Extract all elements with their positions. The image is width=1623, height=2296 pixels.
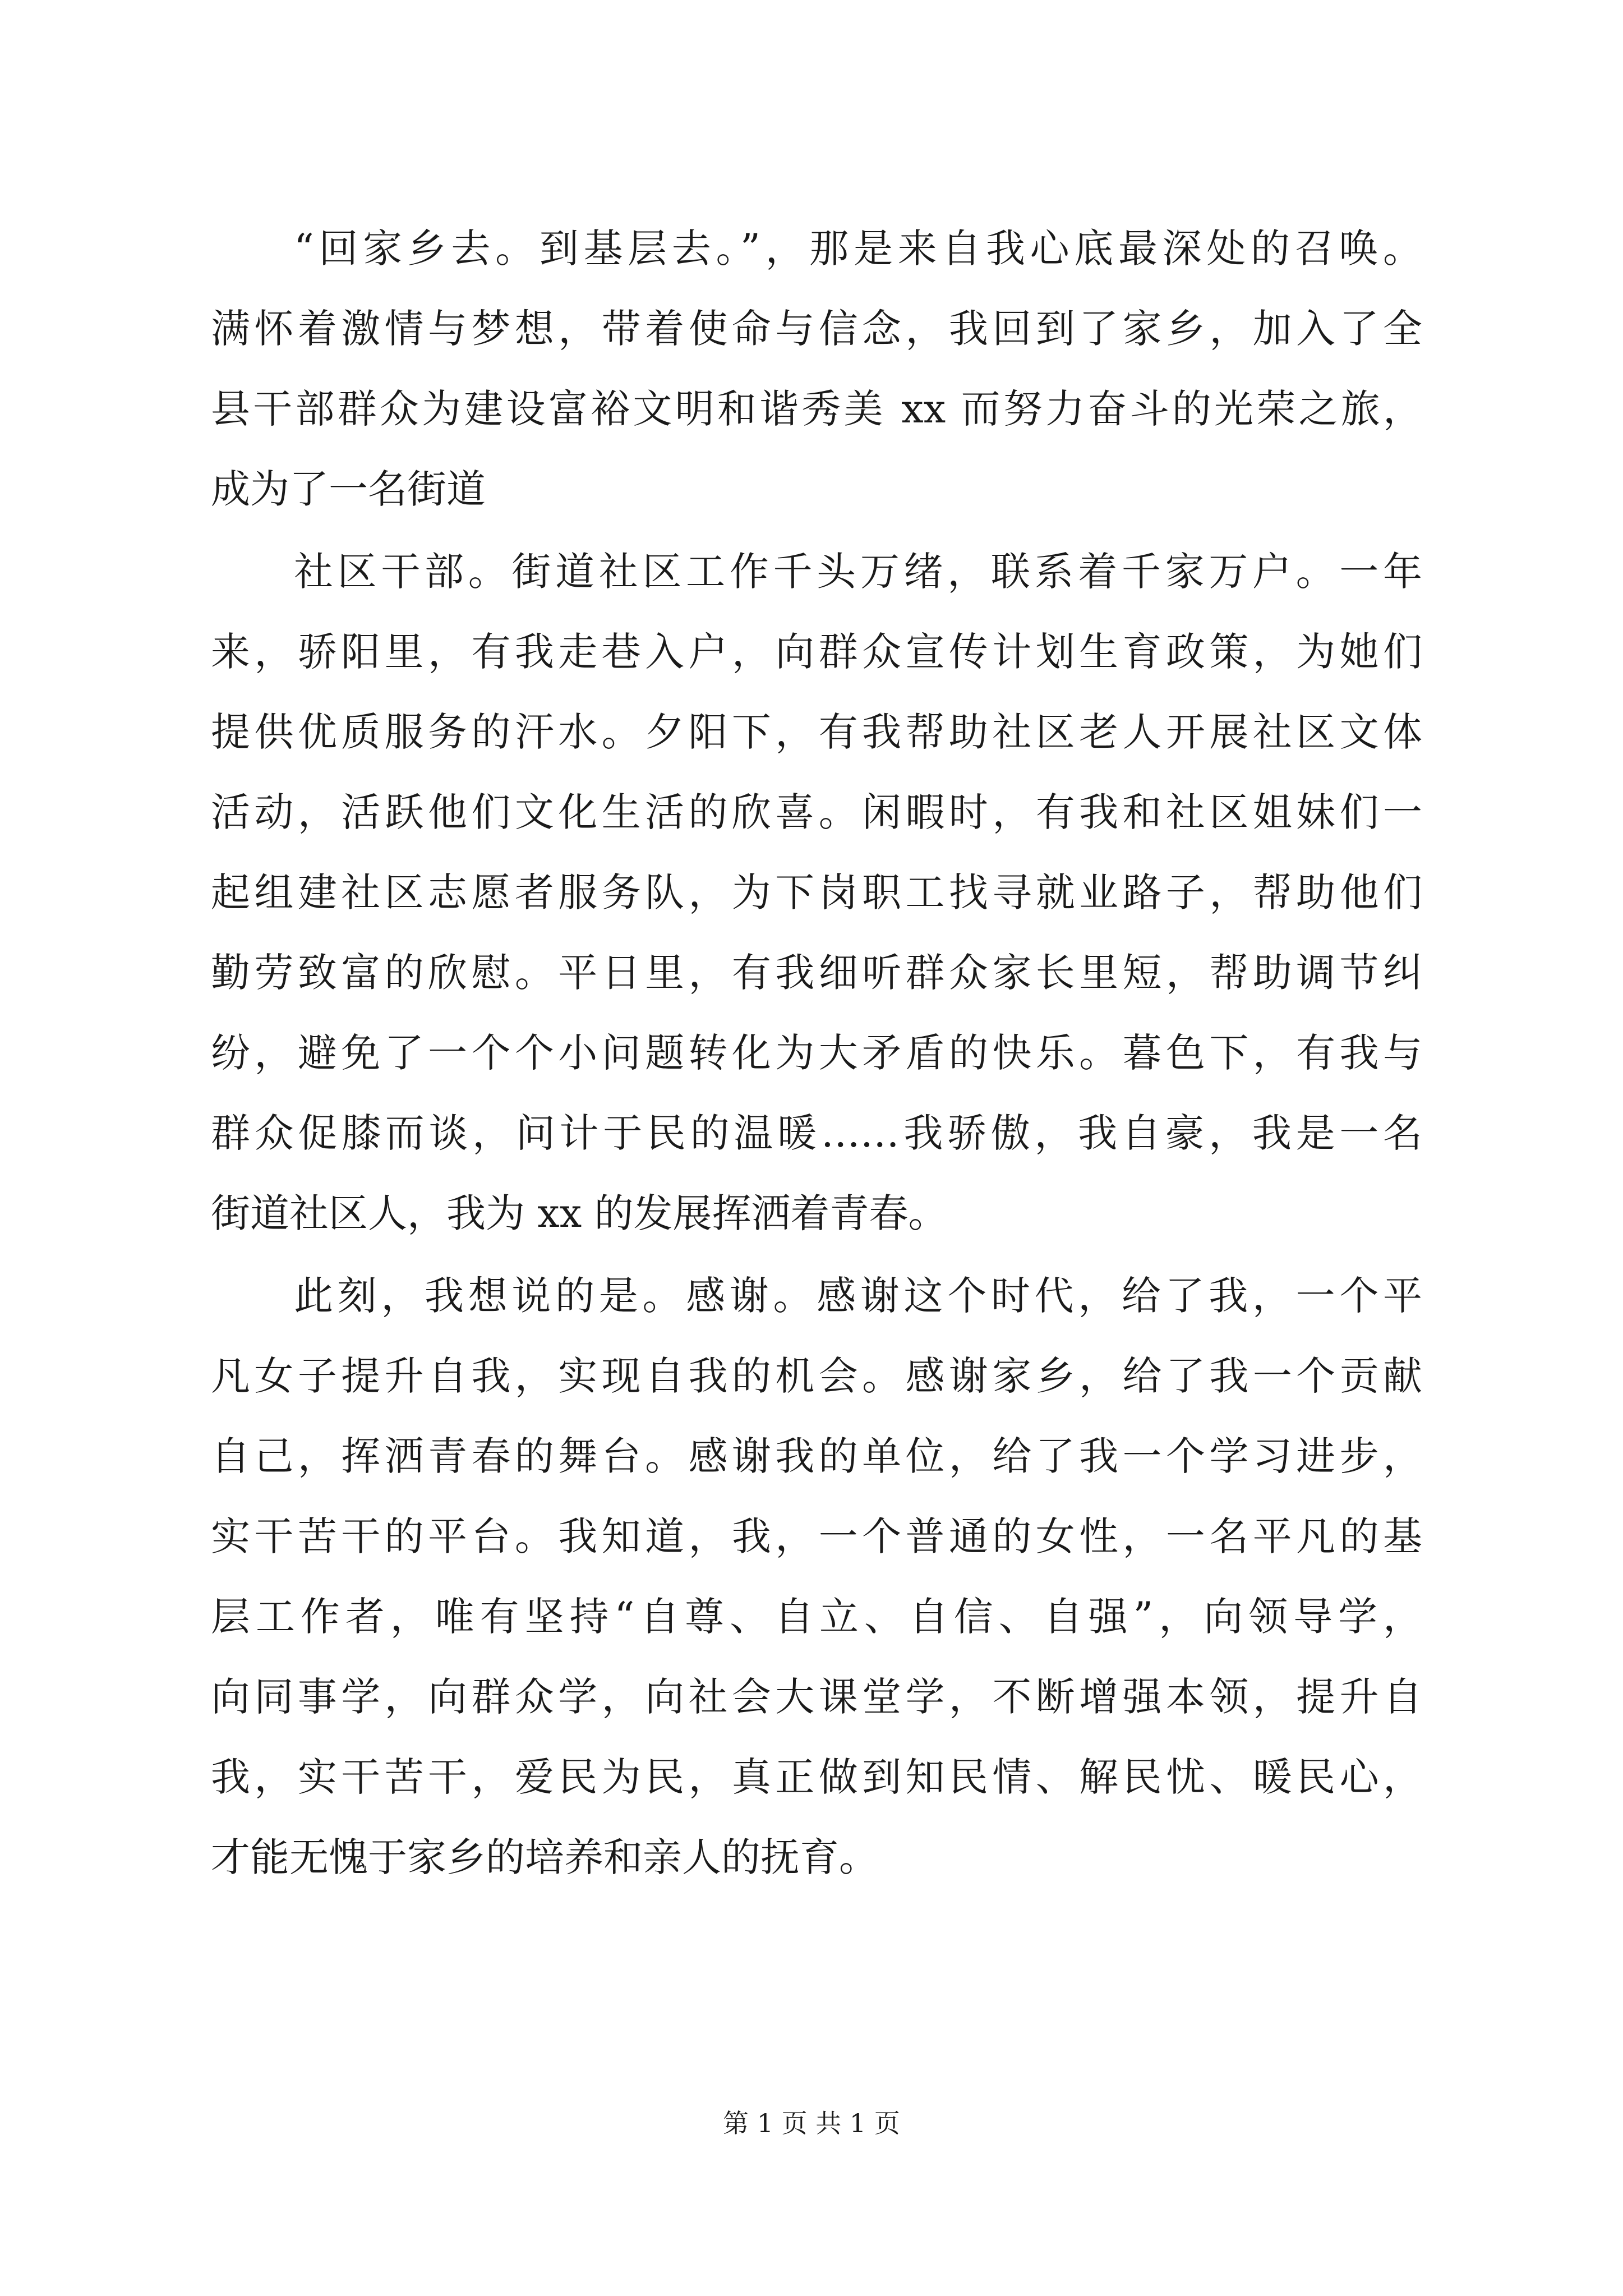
text-line: 实干苦干的平台。我知道，我，一个普通的女性，一名平凡的基 xyxy=(211,1513,1422,1559)
text-line: 勤劳致富的欣慰。平日里，有我细听群众家长里短，帮助调节纠 xyxy=(211,950,1422,996)
text-line: 社区干部。街道社区工作千头万绪，联系着千家万户。一年 xyxy=(294,549,1422,595)
text-line: 我，实干苦干，爱民为民，真正做到知民情、解民忧、暖民心， xyxy=(211,1754,1422,1800)
text-line: 才能无愧于家乡的培养和亲人的抚育。 xyxy=(211,1834,878,1880)
text-line: 自己，挥洒青春的舞台。感谢我的单位，给了我一个学习进步， xyxy=(211,1433,1422,1479)
text-line: 提供优质服务的汗水。夕阳下，有我帮助社区老人开展社区文体 xyxy=(211,709,1422,755)
document-body xyxy=(211,209,1422,1898)
text-line: 来，骄阳里，有我走巷入户，向群众宣传计划生育政策，为她们 xyxy=(211,629,1422,675)
text-line: 活动，活跃他们文化生活的欣喜。闲暇时，有我和社区姐妹们一 xyxy=(211,789,1422,835)
text-line: 纷，避免了一个个小问题转化为大矛盾的快乐。暮色下，有我与 xyxy=(211,1030,1422,1076)
text-line: 群众促膝而谈，问计于民的温暖……我骄傲，我自豪，我是一名 xyxy=(211,1110,1422,1156)
text-line: 街道社区人，我为 xx 的发展挥洒着青春。 xyxy=(211,1190,948,1236)
text-line: 成为了一名街道 xyxy=(211,466,486,512)
paragraph-2 xyxy=(211,532,1422,1254)
text-line: 凡女子提升自我，实现自我的机会。感谢家乡，给了我一个贡献 xyxy=(211,1353,1422,1399)
text-line: 层工作者，唯有坚持“自尊、自立、自信、自强”，向领导学， xyxy=(211,1594,1422,1640)
paragraph-1 xyxy=(211,209,1422,530)
page-footer xyxy=(0,2106,1623,2140)
text-line: 起组建社区志愿者服务队，为下岗职工找寻就业路子，帮助他们 xyxy=(211,869,1422,915)
text-line: 向同事学，向群众学，向社会大课堂学，不断增强本领，提升自 xyxy=(211,1674,1422,1720)
text-line: “回家乡去。到基层去。”，那是来自我心底最深处的召唤。 xyxy=(294,226,1422,272)
text-line: 县干部群众为建设富裕文明和谐秀美 xx 而努力奋斗的光荣之旅， xyxy=(211,386,1422,432)
paragraph-3 xyxy=(211,1256,1422,1898)
text-line: 此刻，我想说的是。感谢。感谢这个时代，给了我，一个平 xyxy=(294,1273,1422,1319)
text-line: 满怀着激情与梦想，带着使命与信念，我回到了家乡，加入了全 xyxy=(211,306,1422,352)
page-number-label: 第 1 页 共 1 页 xyxy=(723,2108,900,2138)
